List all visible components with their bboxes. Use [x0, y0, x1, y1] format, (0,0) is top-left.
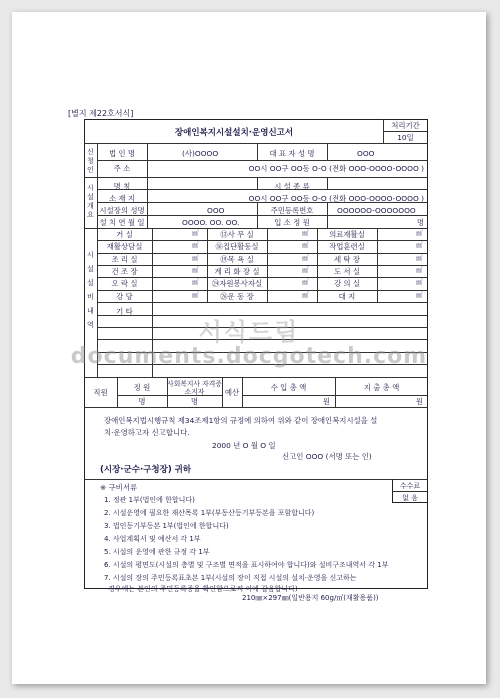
docs-item: 6. 시설의 평면도(시설의 층별 및 구조별 면적을 표시하여야 합니다)와 설비구조내역서 각 1부	[104, 561, 389, 569]
docs-item: 2. 시설운영에 필요한 재산목록 1부(부동산등기부등본을 포함합니다)	[104, 509, 315, 517]
room-unit: ㎡	[302, 241, 309, 250]
staff-u2: 명	[190, 397, 199, 406]
corp-label: 법 인 명	[108, 149, 136, 158]
room-label: 거 실	[116, 230, 133, 239]
room-label: 오 락 실	[111, 279, 138, 289]
room-unit: ㎡	[192, 290, 199, 299]
docs-item: 4. 사업계획서 및 예산서 각 1부	[104, 535, 201, 543]
room-unit: ㎡	[416, 290, 423, 299]
docs-item: 5. 시설의 운영에 관한 규정 각 1부	[104, 548, 210, 556]
addr-value: OO시 OO구 OO동 O-O (전화 OOO-OOOO-OOOO )	[248, 164, 424, 173]
docs-item: 3. 법인등기부등본 1부(법인에 한합니다)	[104, 522, 229, 530]
staff-u5: 원	[415, 397, 423, 406]
room-label: 강 당	[116, 291, 133, 301]
rrn-label: 주민등록번호	[270, 206, 314, 215]
room-unit: ㎡	[416, 265, 423, 274]
room-unit: ㎡	[416, 278, 423, 287]
room-label: ⑬사 무 실	[220, 230, 254, 239]
docs-item: 경우에는 본인의 주민등록증을 확인함으로써 이에 갈음합니다)	[108, 585, 298, 593]
room-label: 의료재활실	[329, 230, 365, 239]
paper-spec: 210㎜×297㎜(일반용지 60g/㎡(재활용품))	[242, 594, 379, 602]
watermark-url: documents.docgotech.com	[70, 344, 428, 369]
applicant-side-label: 신청인	[87, 148, 94, 174]
head-value: OOO	[207, 206, 225, 215]
form-title: 장애인복지시설설치·운영신고서	[174, 128, 294, 138]
room-unit: ㎡	[192, 253, 199, 262]
rep-label: 대 표 자 성 명	[269, 149, 315, 158]
form-number: [별지 제22호서식]	[68, 109, 134, 118]
docs-item: 1. 정관 1부(법인에 한합니다)	[104, 496, 195, 504]
name-label: 명 칭	[113, 182, 131, 191]
capacity-label: 입 소 정 원	[274, 218, 310, 227]
fee-label: 수수료	[399, 482, 421, 490]
room-label: 재활상담실	[106, 242, 143, 252]
date-value: OOOO. OO. OO.	[182, 218, 240, 227]
room-label: ⑲목 욕 실	[220, 254, 254, 264]
fee-value: 없 음	[402, 494, 418, 502]
room-label: ⑯집단활동실	[215, 242, 259, 252]
processing-label: 처리기간	[391, 121, 420, 130]
room-label: ㉔자원봉사자실	[211, 279, 263, 289]
staff-side-label: 직원	[93, 388, 108, 397]
room-unit: ㎡	[192, 265, 199, 274]
staff-u4: 원	[322, 397, 330, 406]
type-label: 시 설 종 류	[274, 182, 310, 191]
staff-h2: 사회복지사 자격증소지자	[167, 380, 222, 396]
room-label: 작업훈련실	[329, 242, 365, 252]
room-label: 건 조 장	[111, 266, 138, 276]
declaration-recipient: (시장·군수·구청장) 귀하	[100, 465, 192, 475]
addr-label: 주 소	[113, 164, 131, 173]
room-unit: ㎡	[302, 278, 309, 287]
room-label: 세 탁 장	[333, 254, 361, 264]
location-label: 소 재 지	[108, 194, 136, 203]
head-label: 시설장의 성명	[99, 206, 145, 215]
docs-item: 7. 시설의 장의 주민등록표초본 1부(시설의 장이 직접 시설의 설치·운영을 신고하는	[104, 574, 357, 582]
staff-h1: 정 원	[133, 383, 151, 392]
room-label: ㉖운 동 장	[220, 291, 254, 301]
room-unit: ㎡	[192, 241, 199, 250]
room-unit: ㎡	[302, 229, 309, 237]
declaration-line1: 장애인복지법시행규칙 제34조제1항의 규정에 의하여 위와 같이 장애인복지시설을 설	[104, 416, 378, 425]
declaration-line2: 치·운영하고자 신고합니다.	[104, 428, 190, 437]
room-unit: ㎡	[192, 229, 199, 237]
room-label: 계 리 화 장 실	[214, 266, 260, 276]
room-unit: ㎡	[416, 253, 423, 262]
staff-u1: 명	[138, 397, 146, 406]
declaration-date: 2000 년 O 월 O 일	[212, 441, 276, 450]
room-unit: ㎡	[302, 290, 309, 299]
staff-h5: 지 출 총 액	[363, 383, 400, 392]
capacity-unit: 명	[416, 218, 424, 227]
watermark-title: 서식드림	[198, 318, 300, 346]
facility-side-label: 시설개요	[87, 184, 94, 219]
date-label: 설 치 연 월 일	[99, 218, 145, 227]
form-sheet	[12, 12, 486, 684]
rooms-side-label: 시설설비내역	[87, 251, 94, 329]
room-label: 도 서 실	[333, 266, 361, 276]
processing-value: 10일	[397, 133, 414, 142]
room-label: 대 지	[338, 291, 356, 301]
staff-h3: 예산	[224, 388, 240, 397]
room-unit: ㎡	[192, 278, 199, 287]
room-label: 강 의 실	[333, 279, 361, 289]
rrn-value: OOOOOO-OOOOOOO	[337, 206, 416, 215]
docs-header: ※ 구비서류	[100, 483, 138, 492]
room-unit: ㎡	[416, 229, 423, 237]
rep-value: OOO	[357, 149, 375, 158]
other-label: 기 타	[116, 307, 133, 316]
declaration-sign: 신고인 OOO (서명 또는 인)	[282, 452, 372, 461]
room-unit: ㎡	[302, 253, 309, 262]
room-unit: ㎡	[416, 241, 423, 250]
location-value: OO시 OO구 OO동 O-O (전화 OOO-OOOO-OOOO )	[248, 194, 424, 203]
room-unit: ㎡	[302, 265, 309, 274]
room-label: 조 리 실	[111, 254, 138, 264]
staff-h4: 수 입 총 액	[270, 383, 307, 392]
corp-value: (사)OOOO	[182, 149, 219, 158]
